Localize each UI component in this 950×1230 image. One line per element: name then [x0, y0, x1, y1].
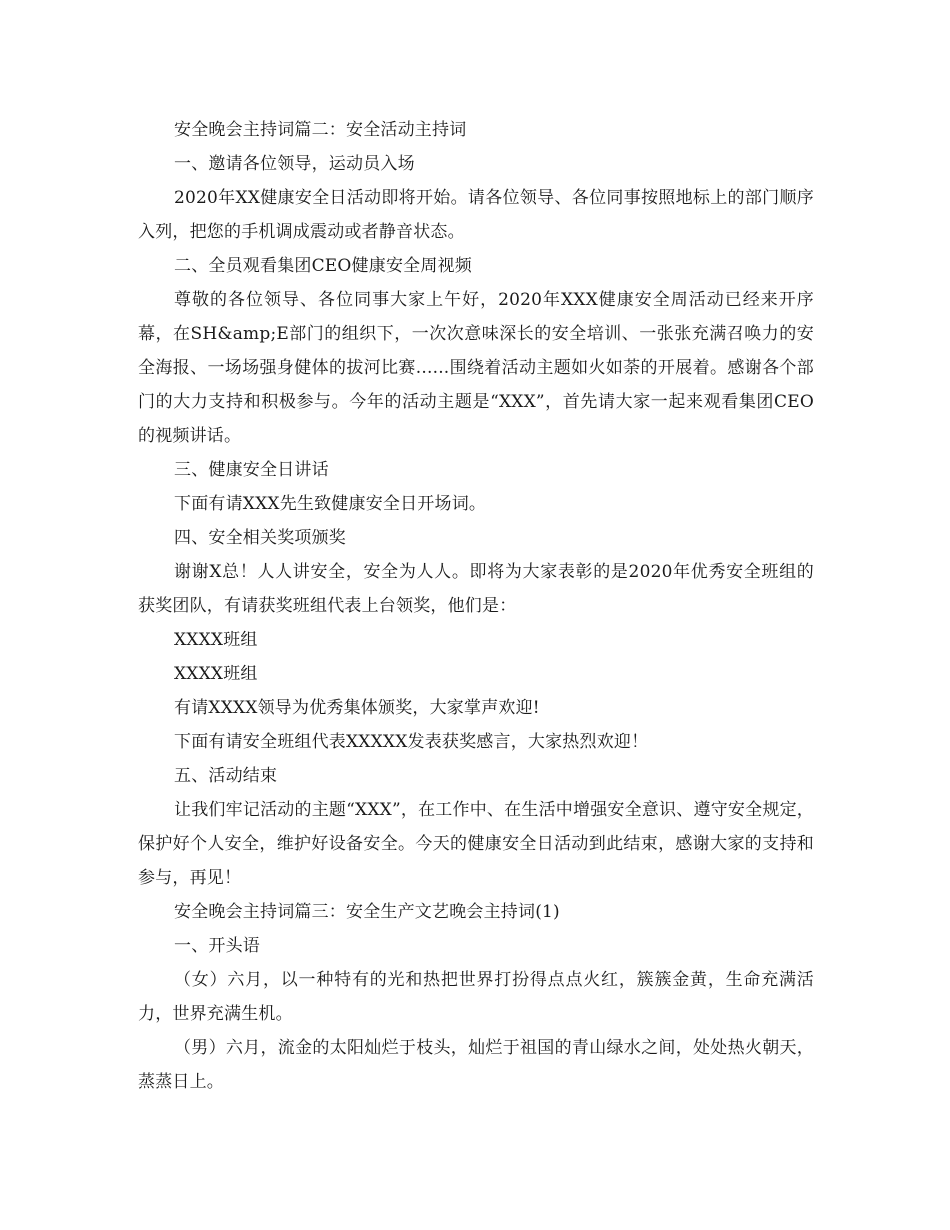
team-list-item: XXXX班组 [174, 664, 258, 684]
body-paragraph: 尊敬的各位领导、各位同事大家上午好，2020年XXX健康安全周活动已经来开序幕，在SH&amp;E部门的组织下，一次次意味深长的安全培训、一张张充满召唤力的安全海报、一场场强身健体的拔河比赛......围绕着活动主题如火如荼的开展着。感谢各个部门的大力支持和积极参与。今年的活动主题是“XXX”，首先请大家一起来观看集团CEO的视频讲话。 [138, 290, 814, 446]
body-paragraph: （女）六月，以一种特有的光和热把世界打扮得点点火红，簇簇金黄，生命充满活力，世界充满生机。 [138, 970, 814, 1024]
section-heading-part2: 安全晚会主持词篇二：安全活动主持词 [174, 120, 467, 140]
body-paragraph: （男）六月，流金的太阳灿烂于枝头，灿烂于祖国的青山绿水之间，处处热火朝天，蒸蒸日上。 [138, 1038, 814, 1092]
item-heading-5: 五、活动结束 [174, 766, 278, 786]
document-page [138, 113, 814, 1099]
section-heading-part3: 安全晚会主持词篇三：安全生产文艺晚会主持词(1) [174, 902, 560, 922]
body-paragraph: 让我们牢记活动的主题“XXX”，在工作中、在生活中增强安全意识、遵守安全规定，保护好个人安全，维护好设备安全。今天的健康安全日活动到此结束，感谢大家的支持和参与，再见！ [138, 800, 814, 888]
item-heading-1: 一、邀请各位领导，运动员入场 [174, 154, 415, 174]
item-heading-4: 四、安全相关奖项颁奖 [174, 528, 346, 548]
item-heading-3: 三、健康安全日讲话 [174, 460, 329, 480]
team-list-item: XXXX班组 [174, 630, 258, 650]
body-paragraph: 下面有请安全班组代表XXXXX发表获奖感言，大家热烈欢迎！ [174, 732, 649, 752]
body-paragraph: 有请XXXX领导为优秀集体颁奖，大家掌声欢迎! [174, 698, 540, 718]
body-paragraph: 谢谢X总！人人讲安全，安全为人人。即将为大家表彰的是2020年优秀安全班组的获奖团队，有请获奖班组代表上台领奖，他们是： [138, 562, 814, 616]
body-paragraph: 下面有请XXX先生致健康安全日开场词。 [174, 494, 487, 514]
item-heading-2: 二、全员观看集团CEO健康安全周视频 [174, 256, 472, 276]
body-paragraph: 2020年XX健康安全日活动即将开始。请各位领导、各位同事按照地标上的部门顺序入列，把您的手机调成震动或者静音状态。 [138, 188, 814, 242]
item-heading-opening: 一、开头语 [174, 936, 260, 956]
